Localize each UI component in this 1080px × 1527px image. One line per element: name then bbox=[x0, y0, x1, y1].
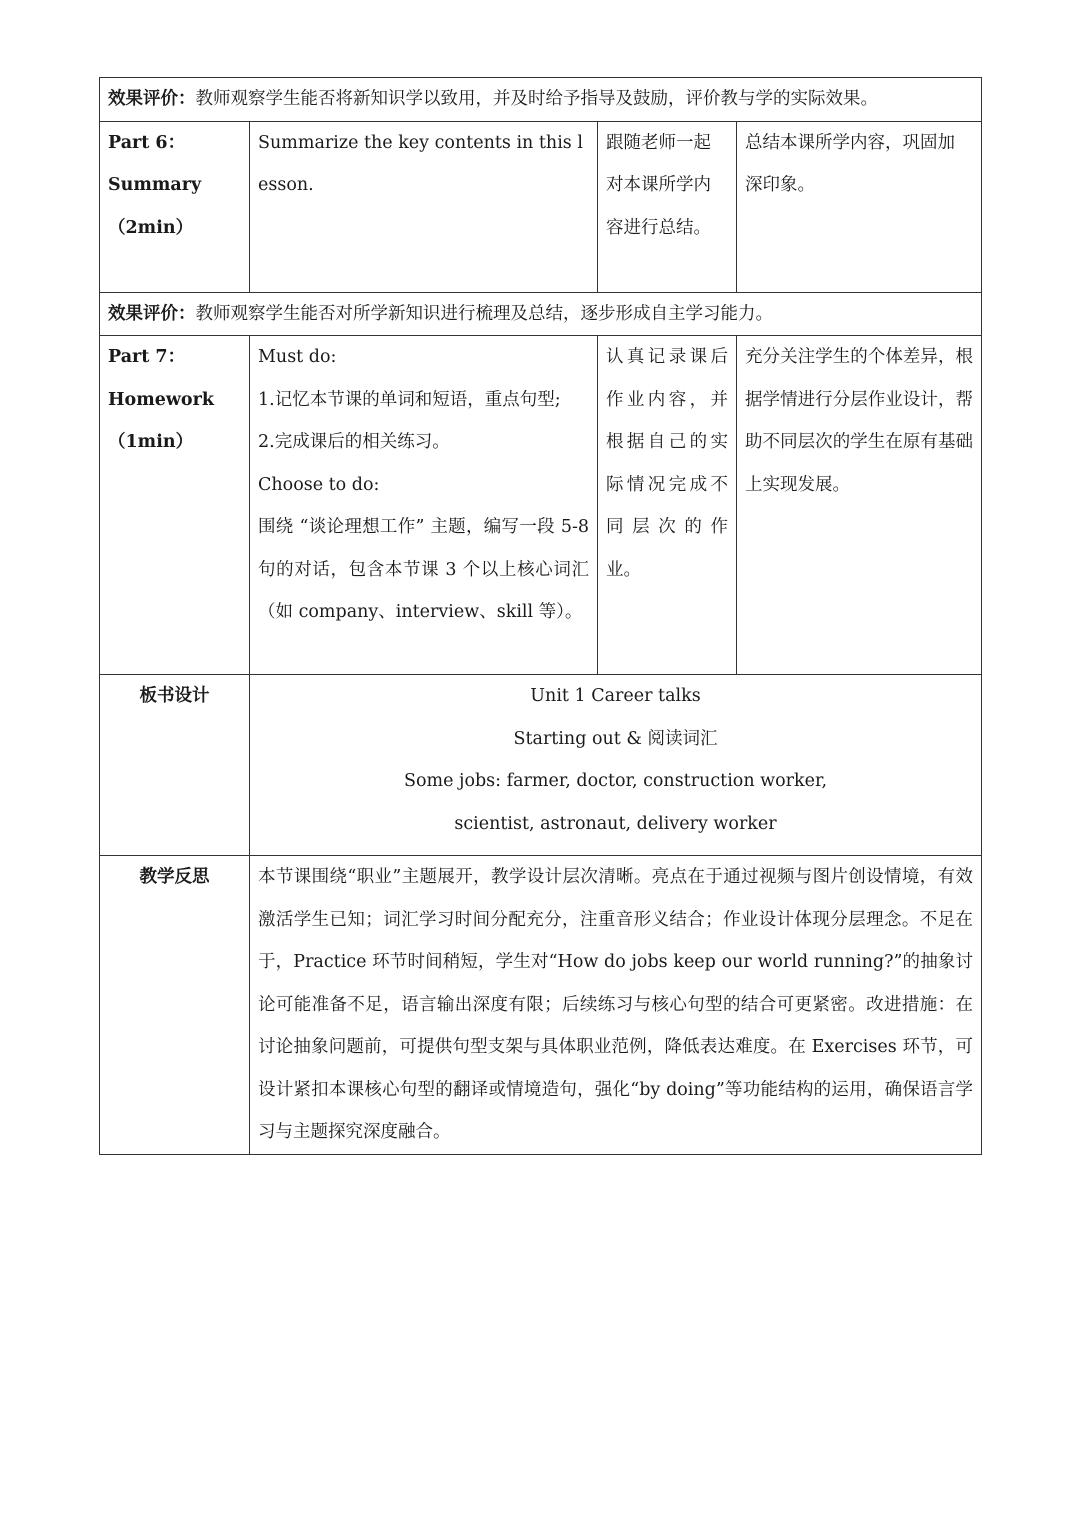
board-line: Some jobs: farmer, doctor, construction worker, bbox=[403, 771, 828, 791]
part-title: Homework bbox=[108, 389, 214, 410]
homework-must-do-heading: Must do: bbox=[258, 347, 337, 367]
teacher-activity-text: Summarize the key contents in this lesson. bbox=[258, 132, 583, 195]
board-line: Unit 1 Career talks bbox=[530, 686, 701, 706]
design-intent-cell bbox=[737, 336, 982, 675]
board-design-content bbox=[250, 675, 982, 856]
part-duration: （2min） bbox=[108, 217, 194, 238]
evaluation-row-1 bbox=[100, 78, 982, 122]
homework-cell bbox=[250, 336, 598, 675]
student-activity-text: 认真记录课后作业内容，并根据自己的实际情况完成不同层次的作业。 bbox=[606, 347, 728, 580]
evaluation-text: 教师观察学生能否将新知识学以致用，并及时给予指导及鼓励，评价教与学的实际效果。 bbox=[195, 89, 878, 109]
homework-item: 2.完成课后的相关练习。 bbox=[258, 432, 450, 452]
design-intent-line: 总结本课所学内容，巩固加 bbox=[745, 132, 955, 153]
lesson-plan-table bbox=[99, 77, 982, 1155]
board-design-label: 板书设计 bbox=[100, 675, 250, 856]
student-activity-line: 跟随老师一起 bbox=[606, 132, 711, 153]
part-name: Part 7： bbox=[108, 347, 186, 367]
part6-label-cell bbox=[100, 121, 250, 292]
part7-label-cell bbox=[100, 336, 250, 675]
part7-row bbox=[100, 336, 982, 675]
student-activity-cell bbox=[598, 121, 737, 292]
reflection-row bbox=[100, 856, 982, 1155]
student-activity-cell bbox=[598, 336, 737, 675]
design-intent-cell bbox=[737, 121, 982, 292]
homework-choose-heading: Choose to do: bbox=[258, 474, 380, 495]
teacher-activity-cell bbox=[250, 121, 598, 292]
evaluation-text: 教师观察学生能否对所学新知识进行梳理及总结，逐步形成自主学习能力。 bbox=[195, 303, 773, 324]
board-line: Starting out & 阅读词汇 bbox=[513, 728, 718, 749]
part-title: Summary bbox=[108, 175, 202, 195]
board-line: scientist, astronaut, delivery worker bbox=[454, 813, 777, 834]
design-intent-line: 深印象。 bbox=[745, 175, 815, 195]
part6-row bbox=[100, 121, 982, 292]
evaluation-label: 效果评价： bbox=[108, 303, 196, 324]
reflection-text: 本节课围绕“职业”主题展开，教学设计层次清晰。亮点在于通过视频与图片创设情境，有效激活学生已知；词汇学习时间分配充分，注重音形义结合；作业设计体现分层理念。不足在于，Practice 环节时间稍短，学生对“How do jobs keep our world running?”的抽象讨论可能准备不足，语言输出深度有限；后续练习与核心句型的结合可更紧密。改进措施：在讨论抽象问题前，可提供句型支架与具体职业范例，降低表达难度。在 Exercises 环节，可设计紧扣本课核心句型的翻译或情境造句，强化“by doing”等功能结构的运用，确保语言学习与主题探究深度融合。 bbox=[250, 856, 982, 1155]
part-name: Part 6： bbox=[108, 132, 186, 153]
evaluation-row-2 bbox=[100, 292, 982, 336]
student-activity-line: 容进行总结。 bbox=[606, 217, 711, 238]
evaluation-cell bbox=[100, 78, 982, 122]
evaluation-label: 效果评价： bbox=[108, 89, 196, 109]
student-activity-line: 对本课所学内 bbox=[606, 175, 711, 195]
homework-item: 1.记忆本节课的单词和短语，重点句型; bbox=[258, 389, 561, 410]
board-design-row bbox=[100, 675, 982, 856]
homework-choice-task: 围绕 “谈论理想工作” 主题，编写一段 5-8 句的对话，包含本节课 3 个以上核心词汇（如 company、interview、skill 等）。 bbox=[258, 517, 589, 622]
reflection-label: 教学反思 bbox=[100, 856, 250, 1155]
part-duration: （1min） bbox=[108, 432, 194, 452]
evaluation-cell bbox=[100, 292, 982, 336]
design-intent-text: 充分关注学生的个体差异，根据学情进行分层作业设计，帮助不同层次的学生在原有基础上实现发展。 bbox=[745, 347, 973, 495]
